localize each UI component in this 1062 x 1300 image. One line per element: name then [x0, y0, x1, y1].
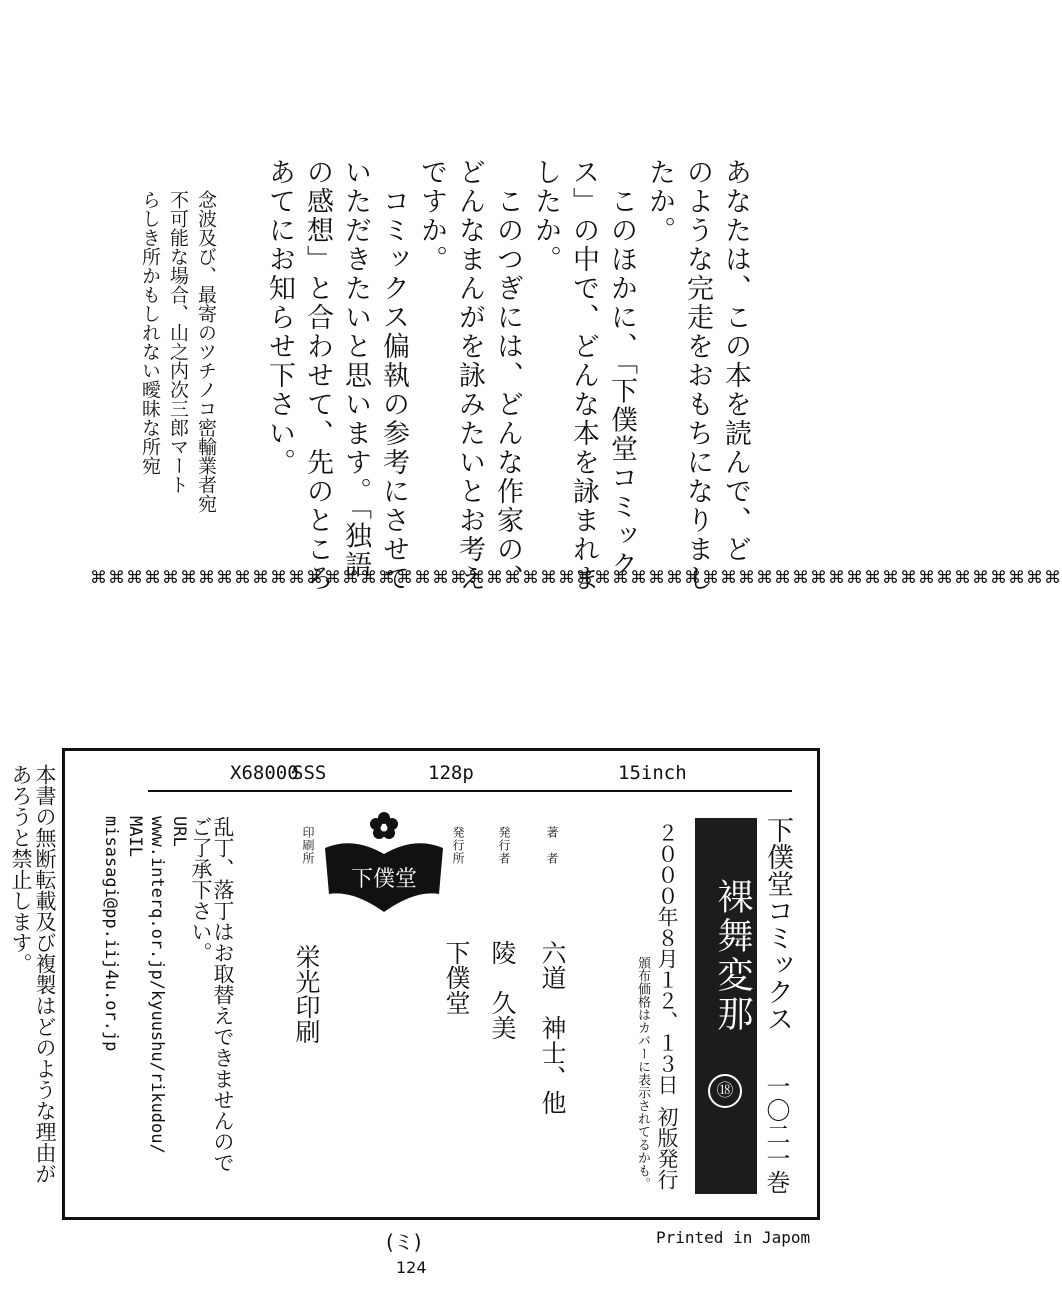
address-note-line-2: 不可能な場合、山之内次三郎マート [167, 190, 189, 494]
questionnaire-line-4: このほかに、「下僕堂コミック [606, 158, 637, 580]
spec-system: X68000 [230, 762, 299, 784]
footer-mark: (ミ) [386, 1230, 422, 1254]
copyright-line-1: 本書の無断転載及び複製はどのような理由が [33, 764, 57, 1184]
edition: 初版発行 [655, 1106, 679, 1190]
ornament-divider: ⌘⌘⌘⌘⌘⌘⌘⌘⌘⌘⌘⌘⌘⌘⌘⌘⌘⌘⌘⌘⌘⌘⌘⌘⌘⌘⌘⌘⌘⌘⌘⌘⌘⌘⌘⌘⌘⌘⌘⌘⌘⌘⌘⌘⌘⌘⌘⌘⌘⌘⌘⌘⌘⌘ [90, 568, 1062, 588]
publisher-person-label: 発行者 [497, 826, 511, 865]
series-name: 下僕堂コミックス [762, 816, 793, 1032]
questionnaire-line-6: したか。 [530, 158, 561, 274]
questionnaire-line-9: ですか。 [416, 158, 447, 274]
questionnaire-line-12: の感想」と合わせて、先のところ [302, 158, 333, 593]
publish-date: ２０００年８月１２、１３日 [655, 822, 679, 1095]
questionnaire-line-5: ス」の中で、どんな本を詠まれま [568, 158, 599, 593]
url-label: URL [169, 816, 189, 847]
questionnaire-line-1: あなたは、この本を読んで、ど [720, 158, 751, 564]
notice-line-1: 乱丁、落丁はお取替えできませんので [211, 816, 235, 1173]
spec-row [62, 758, 820, 788]
notice-line-2: ご了承下さい。 [189, 816, 213, 963]
publisher: 下僕堂 [442, 940, 471, 1015]
author-label: 著 者 [545, 826, 559, 865]
questionnaire-line-8: どんなまんがを詠みたいとお考え [454, 158, 485, 593]
address-note-line-3: らしき所かもしれない曖昧な所宛 [139, 190, 161, 475]
url[interactable]: www.interq.or.jp/kyuushu/rikudou/ [147, 816, 167, 1154]
spec-format: SSS [292, 762, 327, 784]
questionnaire-line-13: あてにお知らせ下さい。 [264, 158, 295, 477]
page-number: 124 [396, 1258, 427, 1277]
mail-label: MAIL [125, 816, 145, 857]
spec-pages: 128p [428, 762, 474, 784]
mail[interactable]: misasagi@pp.iij4u.or.jp [101, 816, 121, 1052]
printer: 栄光印刷 [292, 944, 321, 1044]
copyright-line-2: あろうと禁止します。 [9, 764, 33, 974]
spec-size: 15inch [618, 762, 687, 784]
spec-rule [148, 790, 792, 792]
price-note: 頒布価格はカバーに表示されてるかも。 [635, 956, 650, 1190]
title-box [695, 818, 757, 1194]
questionnaire-line-10: コミックス偏執の参考にさせて [378, 158, 409, 593]
logo-text: 下僕堂 [350, 867, 417, 892]
book-title: 裸舞変那 [712, 878, 753, 1034]
questionnaire-line-3: たか。 [644, 158, 675, 245]
printer-label: 印刷所 [301, 826, 315, 865]
publisher-person: 陵 久美 [488, 940, 517, 1040]
questionnaire-line-7: このつぎには、どんな作家の、 [492, 158, 523, 593]
series-volume: 一〇二一巻 [762, 1074, 790, 1194]
address-note-line-1: 念波及び、最寄のツチノコ密輸業者宛 [195, 190, 217, 513]
printed-in: Printed in Japom [656, 1228, 811, 1247]
questionnaire-line-11: いただきたいと思います。「独語 [340, 158, 371, 580]
volume-number: ⑱ [708, 1074, 742, 1108]
author: 六道 神士、他 [538, 940, 567, 1115]
publisher-label: 発行所 [451, 826, 465, 865]
questionnaire-line-2: のような完走をおもちになりまし [682, 158, 713, 593]
